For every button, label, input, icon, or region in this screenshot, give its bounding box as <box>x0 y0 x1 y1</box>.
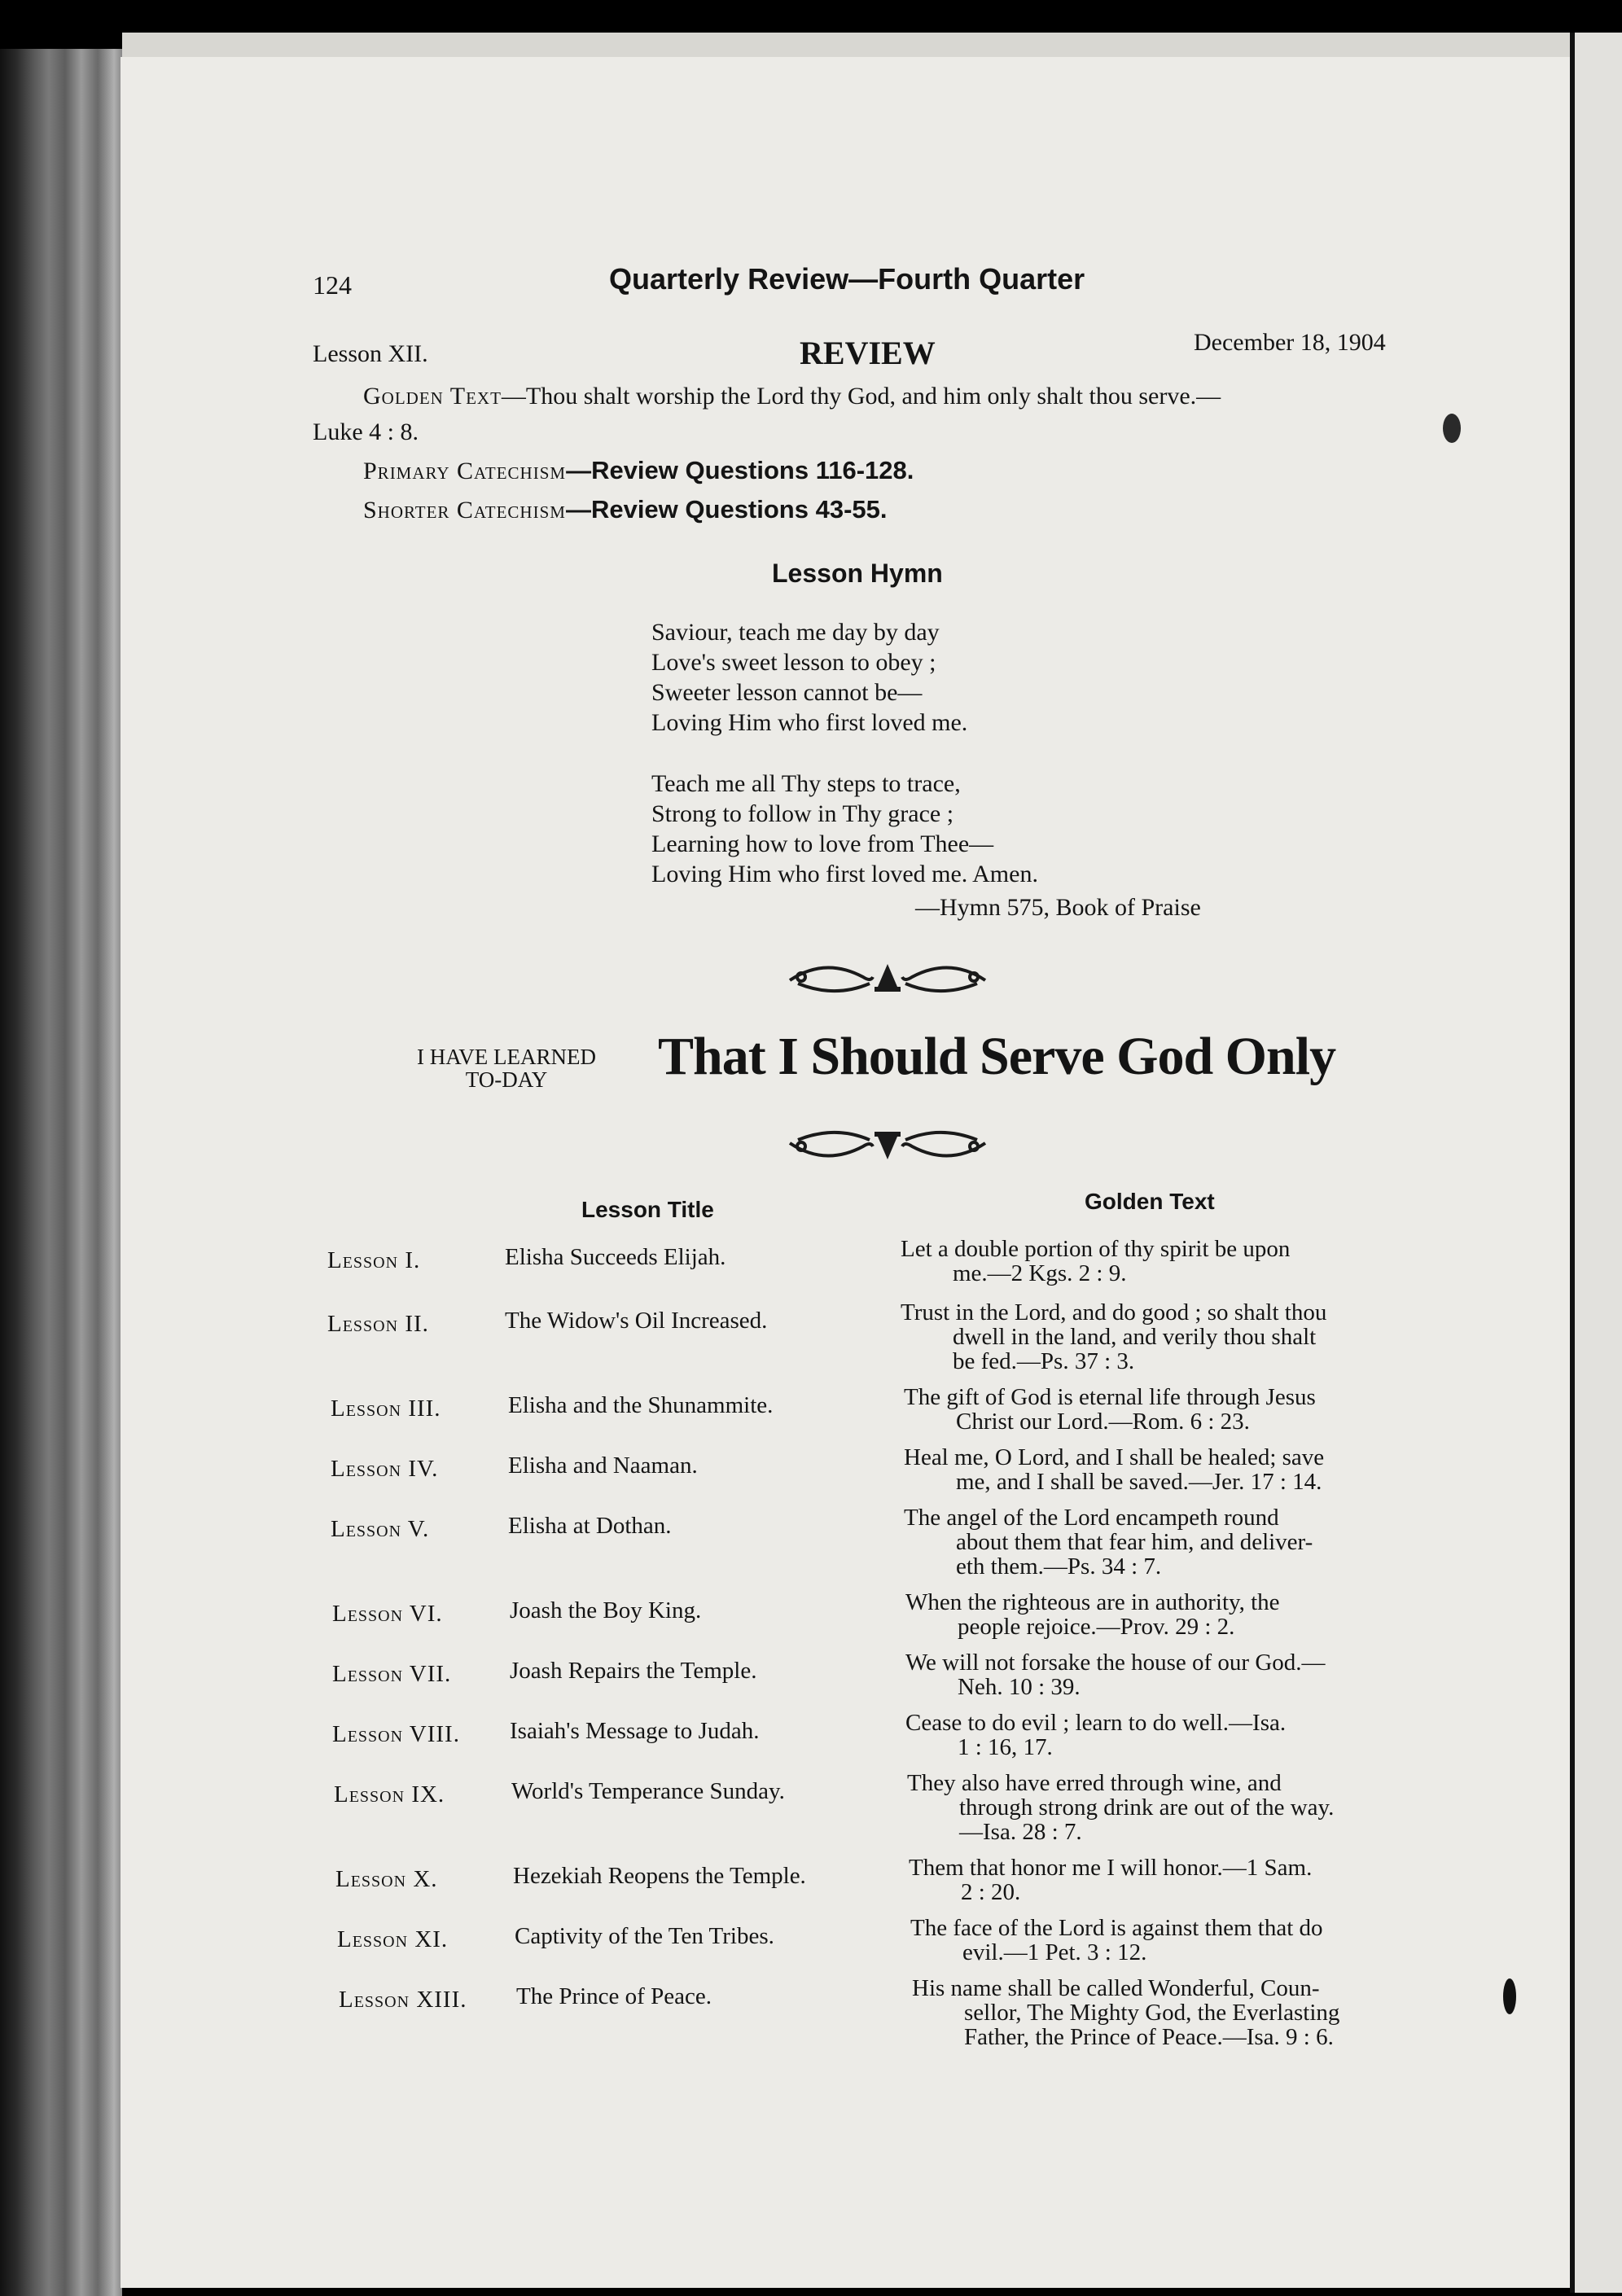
lesson-title-cell: The Prince of Peace. <box>516 1983 712 2009</box>
golden-text-cell-line: When the righteous are in authority, the <box>905 1589 1280 1615</box>
hymn-stanza-2 <box>651 769 1038 889</box>
primary-catechism-text: —Review Questions 116-128. <box>566 456 914 484</box>
lesson-title-cell: Elisha and Naaman. <box>508 1453 698 1479</box>
lesson-title-cell: The Widow's Oil Increased. <box>505 1308 768 1334</box>
golden-text-label: Golden Text <box>363 383 502 410</box>
lesson-number-cell: Lesson X. <box>335 1866 438 1892</box>
golden-text-cell-line: evil.—1 Pet. 3 : 12. <box>962 1939 1147 1965</box>
shorter-catechism <box>363 495 888 524</box>
golden-text-cell-line: Let a double portion of thy spirit be upon <box>901 1236 1291 1262</box>
golden-text-cell-line: eth them.—Ps. 34 : 7. <box>956 1553 1162 1580</box>
lesson-title-cell: Captivity of the Ten Tribes. <box>515 1923 774 1949</box>
primary-catechism-label: Primary Catechism <box>363 458 567 484</box>
golden-text-cell-line: The gift of God is eternal life through Jesus <box>904 1384 1316 1410</box>
lesson-number-cell: Lesson VIII. <box>332 1721 460 1747</box>
hymn-source: —Hymn 575, Book of Praise <box>915 894 1201 921</box>
golden-text-cell-line: me.—2 Kgs. 2 : 9. <box>953 1260 1127 1286</box>
scan-mark <box>1443 414 1461 443</box>
golden-text-cell-line: Cease to do evil ; learn to do well.—Isa. <box>905 1710 1287 1736</box>
lesson-number-cell: Lesson VII. <box>332 1661 452 1687</box>
hymn-line: Loving Him who first loved me. <box>651 709 968 736</box>
golden-text-cell-line: Them that honor me I will honor.—1 Sam. <box>909 1855 1313 1881</box>
lesson-number-cell: Lesson V. <box>331 1516 430 1542</box>
lesson-number: Lesson XII. <box>313 340 428 367</box>
golden-text-line1: —Thou shalt worship the Lord thy God, and him only shalt thou serve.— <box>501 383 1221 410</box>
page-number: 124 <box>313 270 352 300</box>
lesson-number-cell: Lesson I. <box>327 1247 421 1273</box>
lesson-title-cell: Elisha Succeeds Elijah. <box>505 1244 726 1270</box>
hymn-line: Loving Him who first loved me. Amen. <box>651 861 1038 887</box>
hymn-line: Strong to follow in Thy grace ; <box>651 800 954 827</box>
learned-label <box>376 1045 637 1091</box>
ornament-bottom-icon <box>782 1124 993 1164</box>
golden-text-cell-line: Trust in the Lord, and do good ; so shalt thou <box>901 1299 1327 1325</box>
golden-text-cell-line: The angel of the Lord encampeth round <box>904 1505 1279 1531</box>
hymn-line: Love's sweet lesson to obey ; <box>651 649 936 676</box>
lesson-number-cell: Lesson VI. <box>332 1601 443 1627</box>
golden-text-cell-line: We will not forsake the house of our God.— <box>905 1650 1326 1676</box>
golden-text-cell-line: His name shall be called Wonderful, Coun- <box>912 1975 1320 2001</box>
primary-catechism <box>363 456 914 485</box>
golden-text-cell-line: The face of the Lord is against them that do <box>910 1915 1323 1941</box>
hymn-line: Teach me all Thy steps to trace, <box>651 770 961 797</box>
lesson-title-cell: Joash the Boy King. <box>510 1597 702 1623</box>
lesson-title-cell: Elisha at Dothan. <box>508 1513 672 1539</box>
shorter-catechism-text: —Review Questions 43-55. <box>565 495 888 524</box>
golden-text <box>363 383 1221 410</box>
lesson-title-cell: World's Temperance Sunday. <box>511 1778 785 1804</box>
lesson-number-cell: Lesson III. <box>331 1396 441 1422</box>
golden-text-cell-line: Heal me, O Lord, and I shall be healed; save <box>904 1444 1325 1470</box>
lesson-title-cell: Hezekiah Reopens the Temple. <box>513 1863 806 1889</box>
column-header-golden-text: Golden Text <box>1085 1189 1215 1214</box>
hymn-line: Saviour, teach me day by day <box>651 619 940 646</box>
ornament-top-icon <box>782 957 993 998</box>
golden-text-cell-line: Father, the Prince of Peace.—Isa. 9 : 6. <box>964 2024 1334 2050</box>
golden-text-cell-line: people rejoice.—Prov. 29 : 2. <box>958 1614 1235 1640</box>
lesson-number-cell: Lesson IV. <box>331 1456 439 1482</box>
lesson-date: December 18, 1904 <box>1194 329 1386 356</box>
hymn-heading: Lesson Hymn <box>772 559 943 588</box>
lesson-number-cell: Lesson IX. <box>334 1781 445 1807</box>
golden-text-cell-line: They also have erred through wine, and <box>907 1770 1282 1796</box>
scan-mark <box>1503 1978 1516 2014</box>
learned-line-2: TO-DAY <box>465 1067 548 1092</box>
column-header-lesson-title: Lesson Title <box>581 1197 714 1222</box>
golden-text-cell-line: through strong drink are out of the way. <box>959 1794 1335 1821</box>
hymn-line: Sweeter lesson cannot be— <box>651 679 923 706</box>
golden-text-cell-line: about them that fear him, and deliver- <box>956 1529 1313 1555</box>
running-title: Quarterly Review—Fourth Quarter <box>609 262 1085 296</box>
golden-text-cell-line: me, and I shall be saved.—Jer. 17 : 14. <box>956 1469 1322 1495</box>
next-page-edge <box>1570 33 1622 2293</box>
golden-text-cell-line: dwell in the land, and verily thou shalt <box>953 1324 1317 1350</box>
learned-title: That I Should Serve God Only <box>658 1027 1336 1086</box>
learned-line-1: I HAVE LEARNED <box>417 1045 596 1069</box>
book-spine-edges <box>0 49 122 2296</box>
lesson-title-cell: Joash Repairs the Temple. <box>510 1658 757 1684</box>
lesson-title-cell: Elisha and the Shunammite. <box>508 1392 774 1418</box>
golden-text-cell-line: be fed.—Ps. 37 : 3. <box>953 1348 1135 1374</box>
shorter-catechism-label: Shorter Catechism <box>363 497 566 524</box>
lesson-title-cell: Isaiah's Message to Judah. <box>510 1718 760 1744</box>
golden-text-cell-line: —Isa. 28 : 7. <box>959 1819 1082 1845</box>
golden-text-cell-line: Neh. 10 : 39. <box>958 1674 1081 1700</box>
golden-text-cell-line: Christ our Lord.—Rom. 6 : 23. <box>956 1409 1250 1435</box>
hymn-stanza-1 <box>651 617 967 738</box>
lesson-number-cell: Lesson XIII. <box>339 1987 467 2013</box>
lesson-title-review: REVIEW <box>800 335 936 371</box>
lesson-number-cell: Lesson II. <box>327 1311 429 1337</box>
golden-text-cell-line: 2 : 20. <box>961 1879 1021 1905</box>
golden-text-reference: Luke 4 : 8. <box>313 418 419 445</box>
golden-text-cell-line: 1 : 16, 17. <box>958 1734 1053 1760</box>
lesson-number-cell: Lesson XI. <box>337 1926 449 1952</box>
hymn-line: Learning how to love from Thee— <box>651 830 994 857</box>
golden-text-cell-line: sellor, The Mighty God, the Everlasting <box>964 2000 1340 2026</box>
